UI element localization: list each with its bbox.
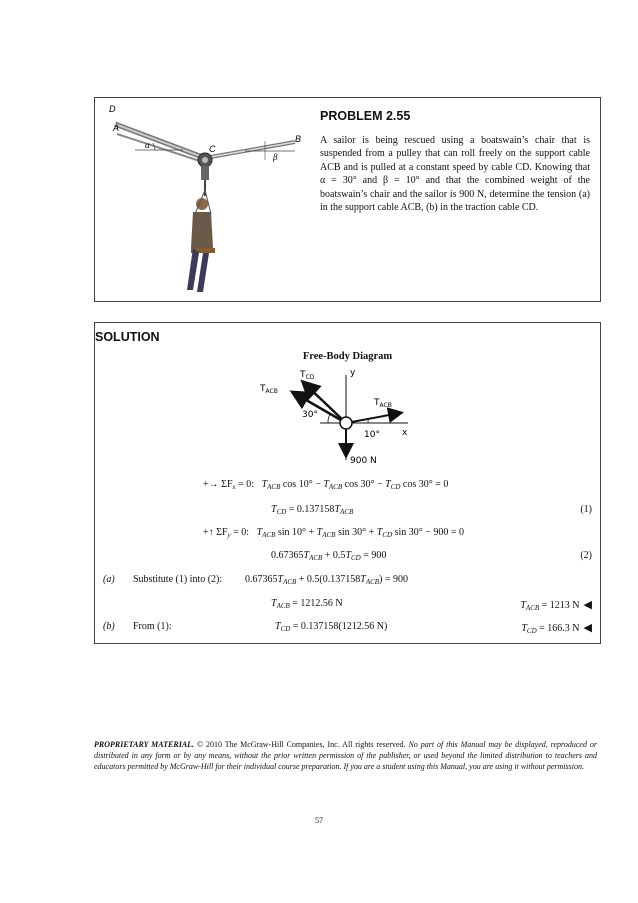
equation-sum-fy: +↑ $\Sigma F_y = 0$: $T_{ACB}$ $\sin 10^\circ + T_{ACB}$ $\sin 30^\circ + T_{CD}$ sin 30° − 900 = 0	[203, 527, 465, 539]
label-alpha: α	[145, 140, 150, 150]
fbd-label-tcd: $T_{CD}$	[300, 370, 315, 381]
equation-combined: $0.67365T_{ACB} + 0.5T_{CD} = 900$	[271, 550, 387, 562]
part-a-text: Substitute (1) into (2):	[133, 574, 223, 585]
fbd-label-tacb-right: $T_{ACB}$	[374, 398, 392, 409]
label-beta: β	[273, 152, 278, 162]
label-B: B	[295, 134, 302, 144]
fbd-label-10: 10°	[364, 430, 380, 440]
part-a-result: $T_{ACB} = 1212.56$ N	[271, 598, 343, 610]
part-b-equation: $T_{CD} = 0.137158(1212.56$ N)	[275, 621, 388, 633]
problem-figure	[95, 98, 305, 298]
problem-title: PROBLEM 2.55	[320, 109, 411, 123]
solution-title: SOLUTION	[95, 330, 160, 344]
page-number: 57	[315, 816, 323, 825]
label-D: D	[109, 104, 116, 114]
problem-box	[94, 97, 601, 302]
part-a-substitution: $0.67365T_{ACB} + 0.5(0.137158T_{ACB}) = 900$	[245, 574, 409, 586]
equation-tcd: $T_{CD} = 0.137158T_{ACB}$	[271, 504, 354, 516]
footer-copyright: © 2010 The McGraw-Hill Companies, Inc. All rights reserved.	[196, 740, 406, 749]
footer-notice: No part of this Manual may be displayed, reproduced or distributed in any form or by any means, without the prior written permission of the publisher, or used beyond the limited distribution to teachers and educators permitted by McGraw-Hill for their individual course preparation. If you are a student using this Manual, you are using it without permission.	[94, 740, 598, 772]
problem-text: A sailor is being rescued using a boatswain’s chair that is suspended from a pulley that can roll freely on the support cable ACB and is pulled at a constant speed by cable CD. Knowing that α = 30° and β = 10° and that the combined weight of the boatswain’s chair and the sailor is 900 N, determine the tension (a) in the support cable ACB, (b) in the traction cable CD.	[320, 135, 590, 214]
footer-bold-label: PROPRIETARY MATERIAL.	[94, 740, 195, 749]
part-b-answer: $T_{CD} = 166.3$ N ◀	[521, 622, 592, 635]
copyright-footer	[94, 739, 597, 773]
fbd-label-x: x	[402, 428, 408, 438]
equation-sum-fx: +→ $\Sigma F_x = 0$: $T_{ACB}$ $\cos 10^\circ - T_{ACB}$ $\cos 30^\circ - T_{CD}$ cos 30° = 0	[203, 479, 449, 491]
fbd-label-y: y	[350, 368, 356, 378]
label-C: C	[209, 144, 216, 154]
label-A: A	[113, 123, 120, 133]
fbd-label-weight: 900 N	[350, 456, 377, 465]
part-b-label: (b)	[103, 621, 115, 632]
equation-number-2: (2)	[580, 550, 592, 561]
part-b-text: From (1):	[133, 621, 172, 632]
fbd-label-tacb-left: $T_{ACB}$	[260, 384, 278, 395]
fbd-label-30: 30°	[302, 410, 318, 420]
equation-number-1: (1)	[580, 504, 592, 515]
solution-box	[94, 322, 601, 644]
part-a-label: (a)	[103, 574, 115, 585]
free-body-diagram	[260, 365, 420, 465]
fbd-title: Free-Body Diagram	[302, 351, 393, 362]
part-a-answer: $T_{ACB} = 1213$ N ◀	[520, 599, 592, 612]
